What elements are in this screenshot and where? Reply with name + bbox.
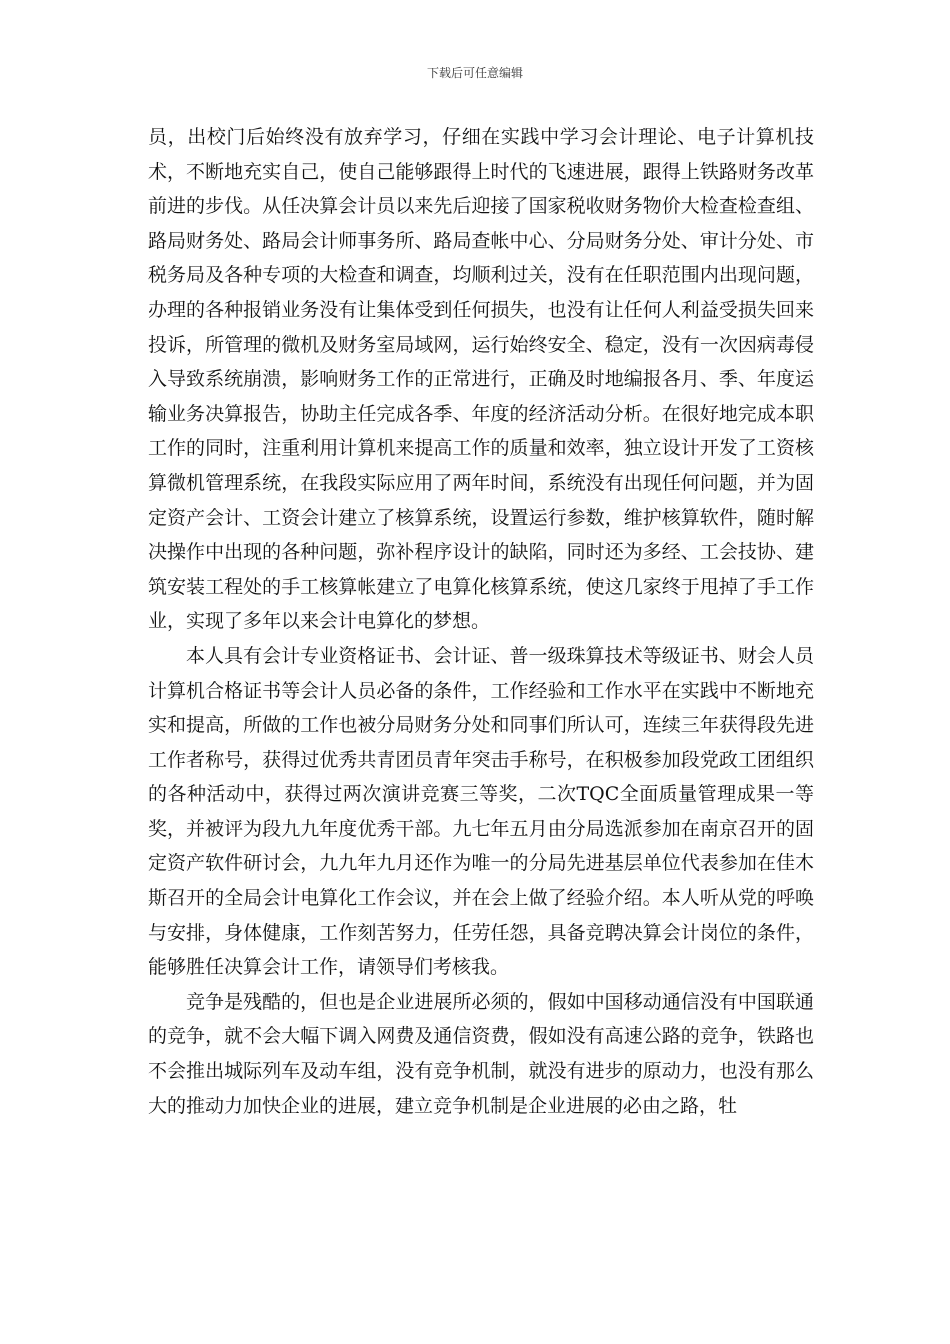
paragraph-3: 竞争是残酷的，但也是企业进展所必须的，假如中国移动通信没有中国联通的竞争，就不会大幅下调入网费及通信资费，假如没有高速公路的竞争，铁路也不会推出城际列车及动车组，没有竞争机制，就没有进步的原动力，也没有那么大的推动力加快企业的进展，建立竞争机制是企业进展的必由之路，牡 — [148, 990, 814, 1117]
paragraph-1: 员，出校门后始终没有放弃学习，仔细在实践中学习会计理论、电子计算机技术，不断地充实自己，使自己能够跟得上时代的飞速进展，跟得上铁路财务改革前进的步伐。从任决算会计员以来先后迎接了国家税收财务物价大检查检查组、路局财务处、路局会计师事务所、路局查帐中心、分局财务分处、审计分处、市税务局及各种专项的大检查和调查，均顺利过关，没有在任职范围内出现问题，办理的各种报销业务没有让集体受到任何损失，也没有让任何人利益受损失回来投诉，所管理的微机及财务室局域网，运行始终安全、稳定，没有一次因病毒侵入导致系统崩溃，影响财务工作的正常进行，正确及时地编报各月、季、年度运输业务决算报告，协助主任完成各季、年度的经济活动分析。在很好地完成本职工作的同时，注重利用计算机来提高工作的质量和效率，独立设计开发了工资核算微机管理系统，在我段实际应用了两年时间，系统没有出现任何问题，并为固定资产会计、工资会计建立了核算系统，设置运行参数，维护核算软件，随时解决操作中出现的各种问题，弥补程序设计的缺陷，同时还为多经、工会技协、建筑安装工程处的手工核算帐建立了电算化核算系统，使这几家终于甩掉了手工作业，实现了多年以来会计电算化的梦想。 — [148, 126, 814, 633]
page-header: 下载后可任意编辑 — [426, 66, 523, 80]
document-body — [148, 120, 814, 1123]
paragraph-2: 本人具有会计专业资格证书、会计证、普一级珠算技术等级证书、财会人员计算机合格证书等会计人员必备的条件，工作经验和工作水平在实践中不断地充实和提高，所做的工作也被分局财务分处和同事们所认可，连续三年获得段先进工作者称号，获得过优秀共青团员青年突击手称号，在积极参加段党政工团组织的各种活动中，获得过两次演讲竞赛三等奖，二次TQC全面质量管理成果一等奖，并被评为段九九年度优秀干部。九七年五月由分局选派参加在南京召开的固定资产软件研讨会，九九年九月还作为唯一的分局先进基层单位代表参加在佳木斯召开的全局会计电算化工作会议，并在会上做了经验介绍。本人听从党的呼唤与安排，身体健康，工作刻苦努力，任劳任怨，具备竞聘决算会计岗位的条件，能够胜任决算会计工作，请领导们考核我。 — [148, 644, 814, 979]
